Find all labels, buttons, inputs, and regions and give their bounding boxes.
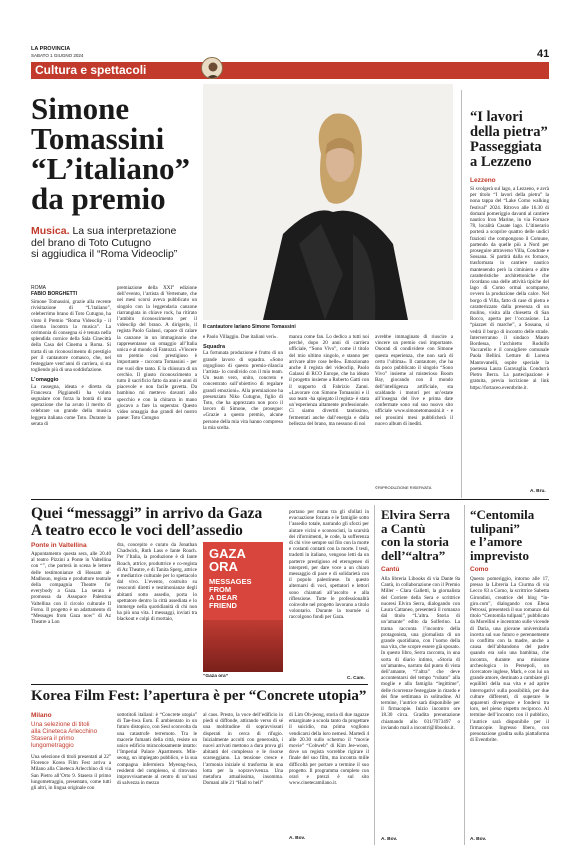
elvira-body: Alla libreria Libooks di via Dante 8a Cantù, in collaborazione con il Premio Miller - Clara Galletti, la giornalista del Corriere della Sera e scrittrice nuoresi Elvira Serra, dialogando con Laura Cattaneo, presenterà il romanzo dal titolo “L’altra. Storia di un’amante” edito da Solferino. La trama racconta l’incontro della protagonista, una giornalista di un grande quotidiano, con l’uomo della sua vita, che scopre essere già sposato. In questo libro, Serra racconta, in una sorta di diario intimo, «Storia di un’amante», narrato dal punto di vista dell’amante, “l’altra” che deve accontentarsi del tempo “rubato” alla moglie e alla famiglia “legittime”, delle ricorrenze festeggiate in ritardo e dei fine settimana in solitudine. Al termine, l’autrice sarà disponibile per il firmacopie. Inizio incontro ore 18.30 circa. Gradita prenotazione chiamando allo 031/7073497 o inviando mail a incontri@libooks.it.	[381, 576, 460, 731]
elvira-kicker: Cantù	[381, 566, 400, 573]
gaza-caption: “Gaza ora”	[203, 674, 229, 679]
centomila-headline: “Centomila tulipani” e l’amore imprevisto	[470, 507, 535, 563]
paper-name: LA PROVINCIA	[31, 46, 71, 52]
gaza-headline: Quei “messaggi” in arrivo da Gaza A teatro ecco le voci dell’assedio	[31, 505, 263, 539]
gaza-col-2: dra, concepito e curato da Jonathan Chadwick, Ruth Lass e Iante Roach. Per l’Italia, la produzione è di Iante Roach, attrice, produttrice e co-regista di Az Theatre, e di Tanita Sperg, attrice e mediatrice culturale per lo spettacolo dal vivo. L’evento, costruito su resoconti diretti e testimonianze degli abitanti sotto assedio, porta lo spettatore dentro la città assediata e lo immerge nella quotidianità di chi non ha più una vita. I messaggi, inviati tra blackout e colpi di mortaio,	[117, 542, 197, 623]
page-number: 41	[537, 48, 550, 60]
korea-headline: Korea Film Fest: l’apertura è per “Concrete utopia”	[31, 688, 367, 704]
main-headline: Simone Tomassini “L’italiano” da premio	[31, 91, 191, 216]
korea-kicker: Milano	[31, 712, 52, 719]
section-banner	[31, 62, 549, 79]
lavori-body: Si svolgerà sul lago, a Lezzeno, e avrà per titolo “I lavori della pietra” la nona tappa del “Lake Como walking festival” 2024. Ritrovo alle 16.30 di domani pomeriggio davanti al cantiere nautico Iron Marine, in via Fornace 78, località Casate lago. L’itinerario porterà a scoprire quattro delle undici frazioni che compongono il Comune, partendo da quelle più a Nord per proseguire attraverso Villa, Condrate e Sossana. Si partirà dalla ex fornace, trasformata in cantiere nautico mantenendo però la ciminiera e altre caratteristiche architettoniche che ricordano una delle attività tipiche del lago di Como ormai scomparse, ovvero la produzione della calce. Nel borgo di Villa, fatto di case di pietra e caratterizzato dalla presenza di un mulino, visita alla chiesetta di San Rocco, aperta per l’occasione. La “piazzet di marche”, a Sossana, si vedrà il borgo di incontro delle strade. Interverranno il sindaco Mauro Bordessa, l’architetto Rodolfo Vaccarello e il consigliere comunale Paola Bellini. Letture di Lorena Mantovanelli, ospite speciale la poetessa Laura Garavaglia. Condurrà Pietro Berra. La partecipazione è gratuita, previa iscrizione al link https://fortaceo.eventbrite.it.	[470, 186, 549, 391]
centomila-signature: A. Bov.	[470, 837, 487, 842]
main-col-5: avrebbe immaginato di riuscire a vincere un premio così importante. Onorati di condividere con Simone questa esperienza, che non sarà di certo l’ultima». Il cantautore, che ha da poco pubblicato il singolo “Sono Vivo” insieme al misterioso Boom Bay, giocando con il mondo dell’intelligenza artificiale, sta scaldando i motori per un’estate all’insegna del live e prima date confermate sono sul suo nuovo sito ufficiale www.simonetomassini.it - e nei prossimi mesi pubblicherà il nuovo album di inediti.	[375, 334, 453, 427]
main-photo-caption: Il cantautore lariano Simone Tomassini	[203, 324, 296, 330]
centomila-kicker: Como	[470, 566, 489, 573]
gaza-col-3: portano per mano tra gli sfollati in evacuazione forzata e le famiglie sotto l’assedio totale, narrando gli sforzi per aiutare vicini e sconosciuti, la scarsità dei rifornimenti, le code, la sofferenza di chi vive sempre sul filo con la morte e costanti contatti con la morte. I testi, tradotti in italiano, vengono letti da un parterre prestigioso ed eterogeneo di interpreti, per dare voce a un chiaro messaggio di pace e di solidarietà con il popolo palestinese. In questo alternarsi di voci, spettatori e lettori sono chiamati all’ascolto e alla riflessione. Tutte le professionalità coinvolte nel progetto lavorano a titolo volontario. Durante la tournée si raccolgono fondi per Gaza.	[289, 509, 369, 621]
main-photo	[203, 84, 453, 320]
centomila-body: Questo pomeriggio, intorno alle 17, presso la Libreria La Ciurma di via Lecco 83 a Como, la scrittrice Sabetta Girondini, creatrice del blog “in-giro.com”, dialogando con Elena Petrossi, presenterà il suo romanzo dal titolo “Centomila tulipani”, pubblicato da Morellini e incentrato sulle vicende di Daria, una giovane universitaria incerta sul suo futuro e perennemente in conflitto con la madre, anche a causa dell’abbandono del padre quando era solo una bambina, che incontra, durante una missione archeologica in Persepoli, un ricercatore inglese, Mark, e con lui un grande amore, destinato a cambiare gli equilibri della sua vita e ad aprire interrogativi sulla possibilità, per due culture differenti, di superare le apparenti divergenze e fondersi tra loro, nel pieno rispetto reciproco. Al termine dell’incontro con il pubblico, l’autrice sarà disponibile per il firmacopie. Ingresso libero, con prenotazione gradita sulla piattaforma di Eventbrite.	[470, 576, 549, 744]
lavori-kicker: Lezzeno	[470, 177, 496, 184]
elvira-signature: A. Bov.	[381, 837, 398, 842]
main-deck: Musica. La sua interpretazione del brano di Toto Cutugno si aggiudica il “Roma Videoclip”	[31, 225, 178, 260]
poster-rubble	[203, 620, 283, 672]
korea-deck: Una selezione di titoli alla Cineteca Arlecchino Stasera il primo lungometraggio	[31, 721, 98, 749]
korea-col-1: Una selezione di titoli presentati al 22° Florence Korea Film Fest arriva a Milano alla Cineteca Arlecchino di via San Pietro all’Orto 9. Stasera il primo lungometraggio, presentato, come tutti gli altri, in lingua originale con	[31, 754, 111, 792]
byline: ROMA FABIO BORGHETTI	[31, 285, 78, 297]
lavori-headline: “I lavori della pietra” Passeggiata a Lezzeno	[470, 109, 548, 170]
section-title: Cultura e spettacoli	[35, 63, 147, 77]
columnist-avatar	[201, 57, 223, 79]
lavori-signature: A. Bru.	[530, 489, 546, 494]
korea-col-2: sottotitoli italiani: è “Concrete utopia” di Tae-hwa Eom. È ambientato in un futuro distopico, con Seul sconvolta da una catastrofe terremoto. Tra le macerie fumanti della città, resiste un unico edificio miracolosamente intatto: l’Imperial Palace Apartments. Min-seong, un impiegato pubblico, e la sua compagna infermiera Myeong-hwa, residenti del complesso, si ritrovano improvvisamente al centro di un’oasi di salvezza in mezzo	[117, 712, 197, 787]
gaza-signature: C. Cam.	[347, 676, 365, 681]
gaza-col-1: Appuntamento questa sera, alle 20.40 al teatro Pizzini a Ponte in Valtellina con “”, che porterà in scena le lettere delle testimonianze di Hossam al-Madhoun, regista e produttore teatrale della compagnia Theatre for everybody a Gaza. La serata è promossa da Assopace Palestina Valtellina con il circolo culturale Il Forno. Il progetto è un adattamento di “Messages from Gaza now” di Az Theatre a Lon	[31, 551, 111, 626]
gaza-poster: GAZA ORA MESSAGES FROM A DEAR FRIEND	[203, 542, 283, 672]
main-col-4: manca come fan. Lo dedico a tutti noi perché, dopo 20 anni di carriera ufficiale, “Sono Vivo”, come il titolo del mio ultimo singolo, e stanno per arrivare altre cose belle». Emozionato anche il regista del videoclip, Paolo Galassi di RCO Europe, che ha ideato il progetto insieme a Roberto Gatti con il supporto di Fabrizio Zanni. «Lavorare con Simone Tomassini e il suo team -ha spiegato il regista- è stata un’esperienza altamente professionale. Ci siamo divertiti tantissimo, fermentati anche dall’energia e dalla bellezza del brano, ma nessuno di noi	[289, 334, 369, 427]
korea-col-3: al caos. Presto, la voce dell’edificio in piedi si diffonde, attirando verso di sé una moltitudine di sopravvissuti disperati in cerca di rifugio. Inizialmente accolti con generosità, i nuovi arrivati mettono a dura prova gli abitanti del complesso e le risorse scarseggiano. La tensione cresce e l’armonia iniziale si trasforma in una lotta per la sopravvivenza. Una metafora attualissima, insomma. Domani alle 21 “Hail to hell”	[203, 712, 283, 787]
issue-date: SABATO 1 GIUGNO 2024	[31, 53, 84, 58]
section-divider-2	[31, 684, 368, 685]
gaza-kicker: Ponte in Valtellina	[31, 542, 87, 549]
korea-col-4: di Lim Oh-jeong, storia di due ragazze emarginate a scuola tanto da progettare il suicidio, ma prima vogliono vendicarsi della loro nemesi. Martedì 4 alle 20.30 sullo schermo il “movie movie” “Cobweb” di Kim Jee-woon, dove un regista vorrebbe rigirare il finale del suo film, ma incontra mille difficoltà per portare a termine il suo progetto. Il programma completo con orari e prezzi è sul sito www.cinetecamilano.it.	[289, 712, 369, 787]
main-col-3: e Paolo Villaggio. Due italiani veri». Squadra La fortunata produzione è frutto di un grande lavoro di squadra. «Sono orgoglioso di questo premio-rilancia l’artista- lo condivido con il mio team. Un team vero, unito, concreto e concentrato sull’obiettivo di regalare grandi emozioni». Alla premiazione ha presenziato Niko Cutugno, figlio di Toto, che ha apprezzato non poco il lavoro di Simone, che prosegue: «Grazie a questo premio, alcune persone della mia vita hanno compreso la mia scelta.	[203, 334, 283, 431]
section-divider-1	[31, 499, 549, 500]
copyright-notice: ©RIPRODUZIONE RISERVATA	[375, 485, 432, 490]
elvira-divider	[374, 505, 375, 845]
elvira-headline: Elvira Serra a Cantù con la storia dell’“altra”	[381, 507, 450, 563]
sidebar-divider	[461, 90, 462, 498]
centomila-divider	[464, 505, 465, 845]
main-col-1: Simone Tomassini, grazie alla recente rivisitazione di “L’italiano”, celeberrimo brano di Toto Cutugno, ha vinto il Premio “Roma Videoclip - il cinema incontra la musica”. La cerimonia di consegna si è tenuta nella splendida cornice della Sala Cinecittà della Casa del Cinema a Roma. Si tratta di un riconoscimento di prestigio per il cantautore comasco, che, nel festeggiare vent’anni di carriera, si sta togliendo più di una soddisfazione. L’omaggio La rassegna, ideata e diretta da Francesca Piggianelli ha voluto segnalare con forza la bontà di una operazione che ha avuto il merito di celebrare un grande della musica leggera italiana come Toto. Durante la serata di	[31, 299, 111, 427]
korea-signature: A. Bov.	[289, 836, 306, 841]
main-col-2: premiazione della XXI° edizione dell’evento, l’artista di Vertemate, che nei mesi scorsi aveva pubblicato un singolo con la leggendaria canzone riarrangiata in chiave rock, ha ritirato l’ambito riconoscimento per il videoclip del brano. A dirigerlo, il regista Paolo Galassi, capace di calare la canzone in un immaginario che rappresentasse un omaggio all’Italia unica e al mondo di Fantozzi. «Vincere un premio così prestigioso è importante - racconta Tomassini - per me vuol dire tanto. E la chiusura di un cerchio. Il giusto riconoscimento a tutto il sacrificio fatto da anni e anni di piacevole e non facile gavetta. Da bambino mi mettevo davanti allo specchio e con la chitarra in mano giocavo a fare la superstar. Questo video omaggia due grandi del nostro paese: Toto Cutugno	[117, 285, 197, 422]
